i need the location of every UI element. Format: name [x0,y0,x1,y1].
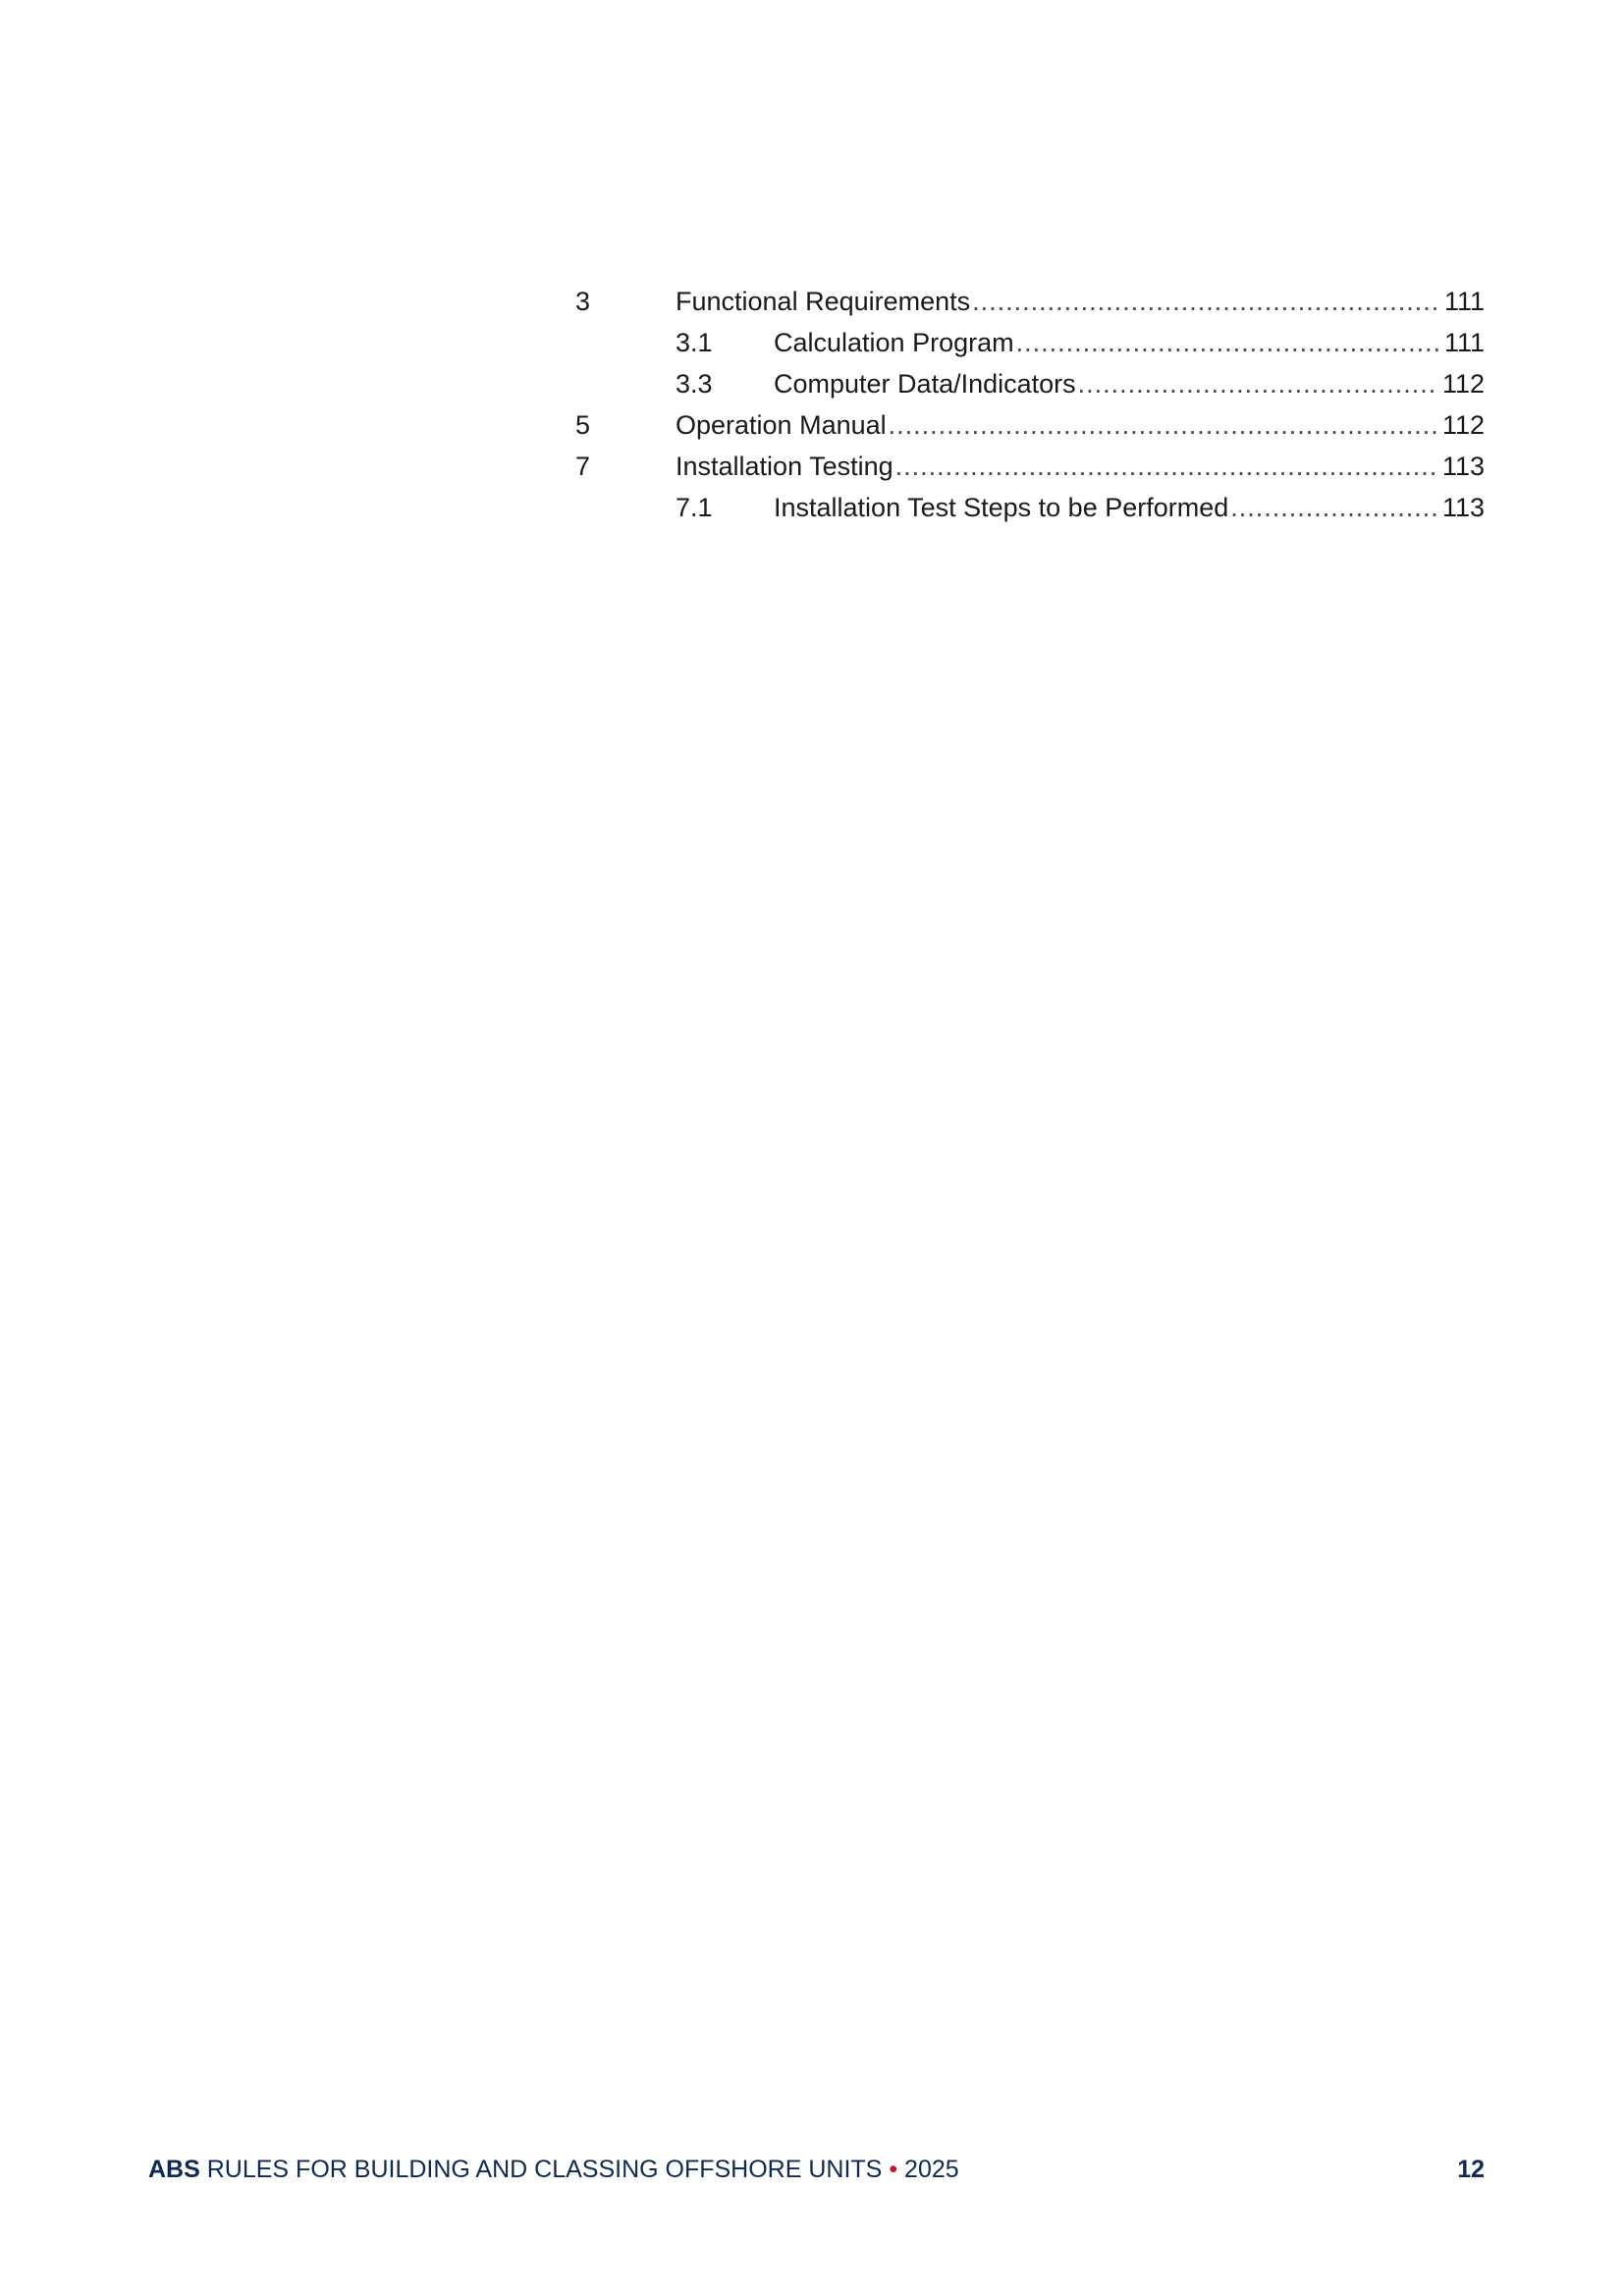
toc-leader-dots [972,281,1440,322]
toc-entry-page[interactable]: 113 [1441,493,1485,522]
toc-entry-number: 7 [575,452,591,481]
toc-entry-page[interactable]: 112 [1441,410,1485,440]
toc-entry[interactable] [575,446,1485,487]
toc-entry-title[interactable]: Computer Data/Indicators [774,369,1076,399]
footer-brand: ABS [148,2156,200,2183]
toc-entry[interactable] [575,363,1485,404]
toc-entry-title[interactable]: Installation Test Steps to be Performed [774,493,1229,522]
toc-leader-dots [895,446,1438,487]
toc-entry-title[interactable]: Operation Manual [676,410,887,440]
toc-entry-title[interactable]: Calculation Program [774,328,1014,357]
table-of-contents [575,281,1485,528]
toc-leader-dots [1016,322,1440,363]
toc-entry[interactable] [575,281,1485,322]
toc-entry[interactable] [575,322,1485,363]
page-footer [148,2154,1485,2185]
toc-entry-number: 5 [575,410,591,440]
footer-page-number: 12 [1457,2156,1485,2183]
toc-entry-page[interactable]: 113 [1441,452,1485,481]
footer-separator: • [889,2156,898,2183]
toc-entry-title[interactable]: Functional Requirements [676,287,971,316]
toc-entry-page[interactable]: 111 [1443,287,1485,316]
toc-entry-number: 7.1 [676,493,713,522]
footer-year: 2025 [904,2156,959,2183]
toc-entry-page[interactable]: 111 [1443,328,1485,357]
toc-entry-page[interactable]: 112 [1441,369,1485,399]
toc-leader-dots [1078,363,1438,404]
toc-entry-number: 3.3 [676,369,713,399]
toc-leader-dots [889,404,1438,446]
footer-document-title: RULES FOR BUILDING AND CLASSING OFFSHORE UNITS [206,2156,883,2183]
toc-entry[interactable] [575,487,1485,528]
toc-entry-number: 3.1 [676,328,713,357]
toc-leader-dots [1230,487,1438,528]
toc-entry-title[interactable]: Installation Testing [676,452,893,481]
toc-entry[interactable] [575,404,1485,446]
toc-entry-number: 3 [575,287,591,316]
